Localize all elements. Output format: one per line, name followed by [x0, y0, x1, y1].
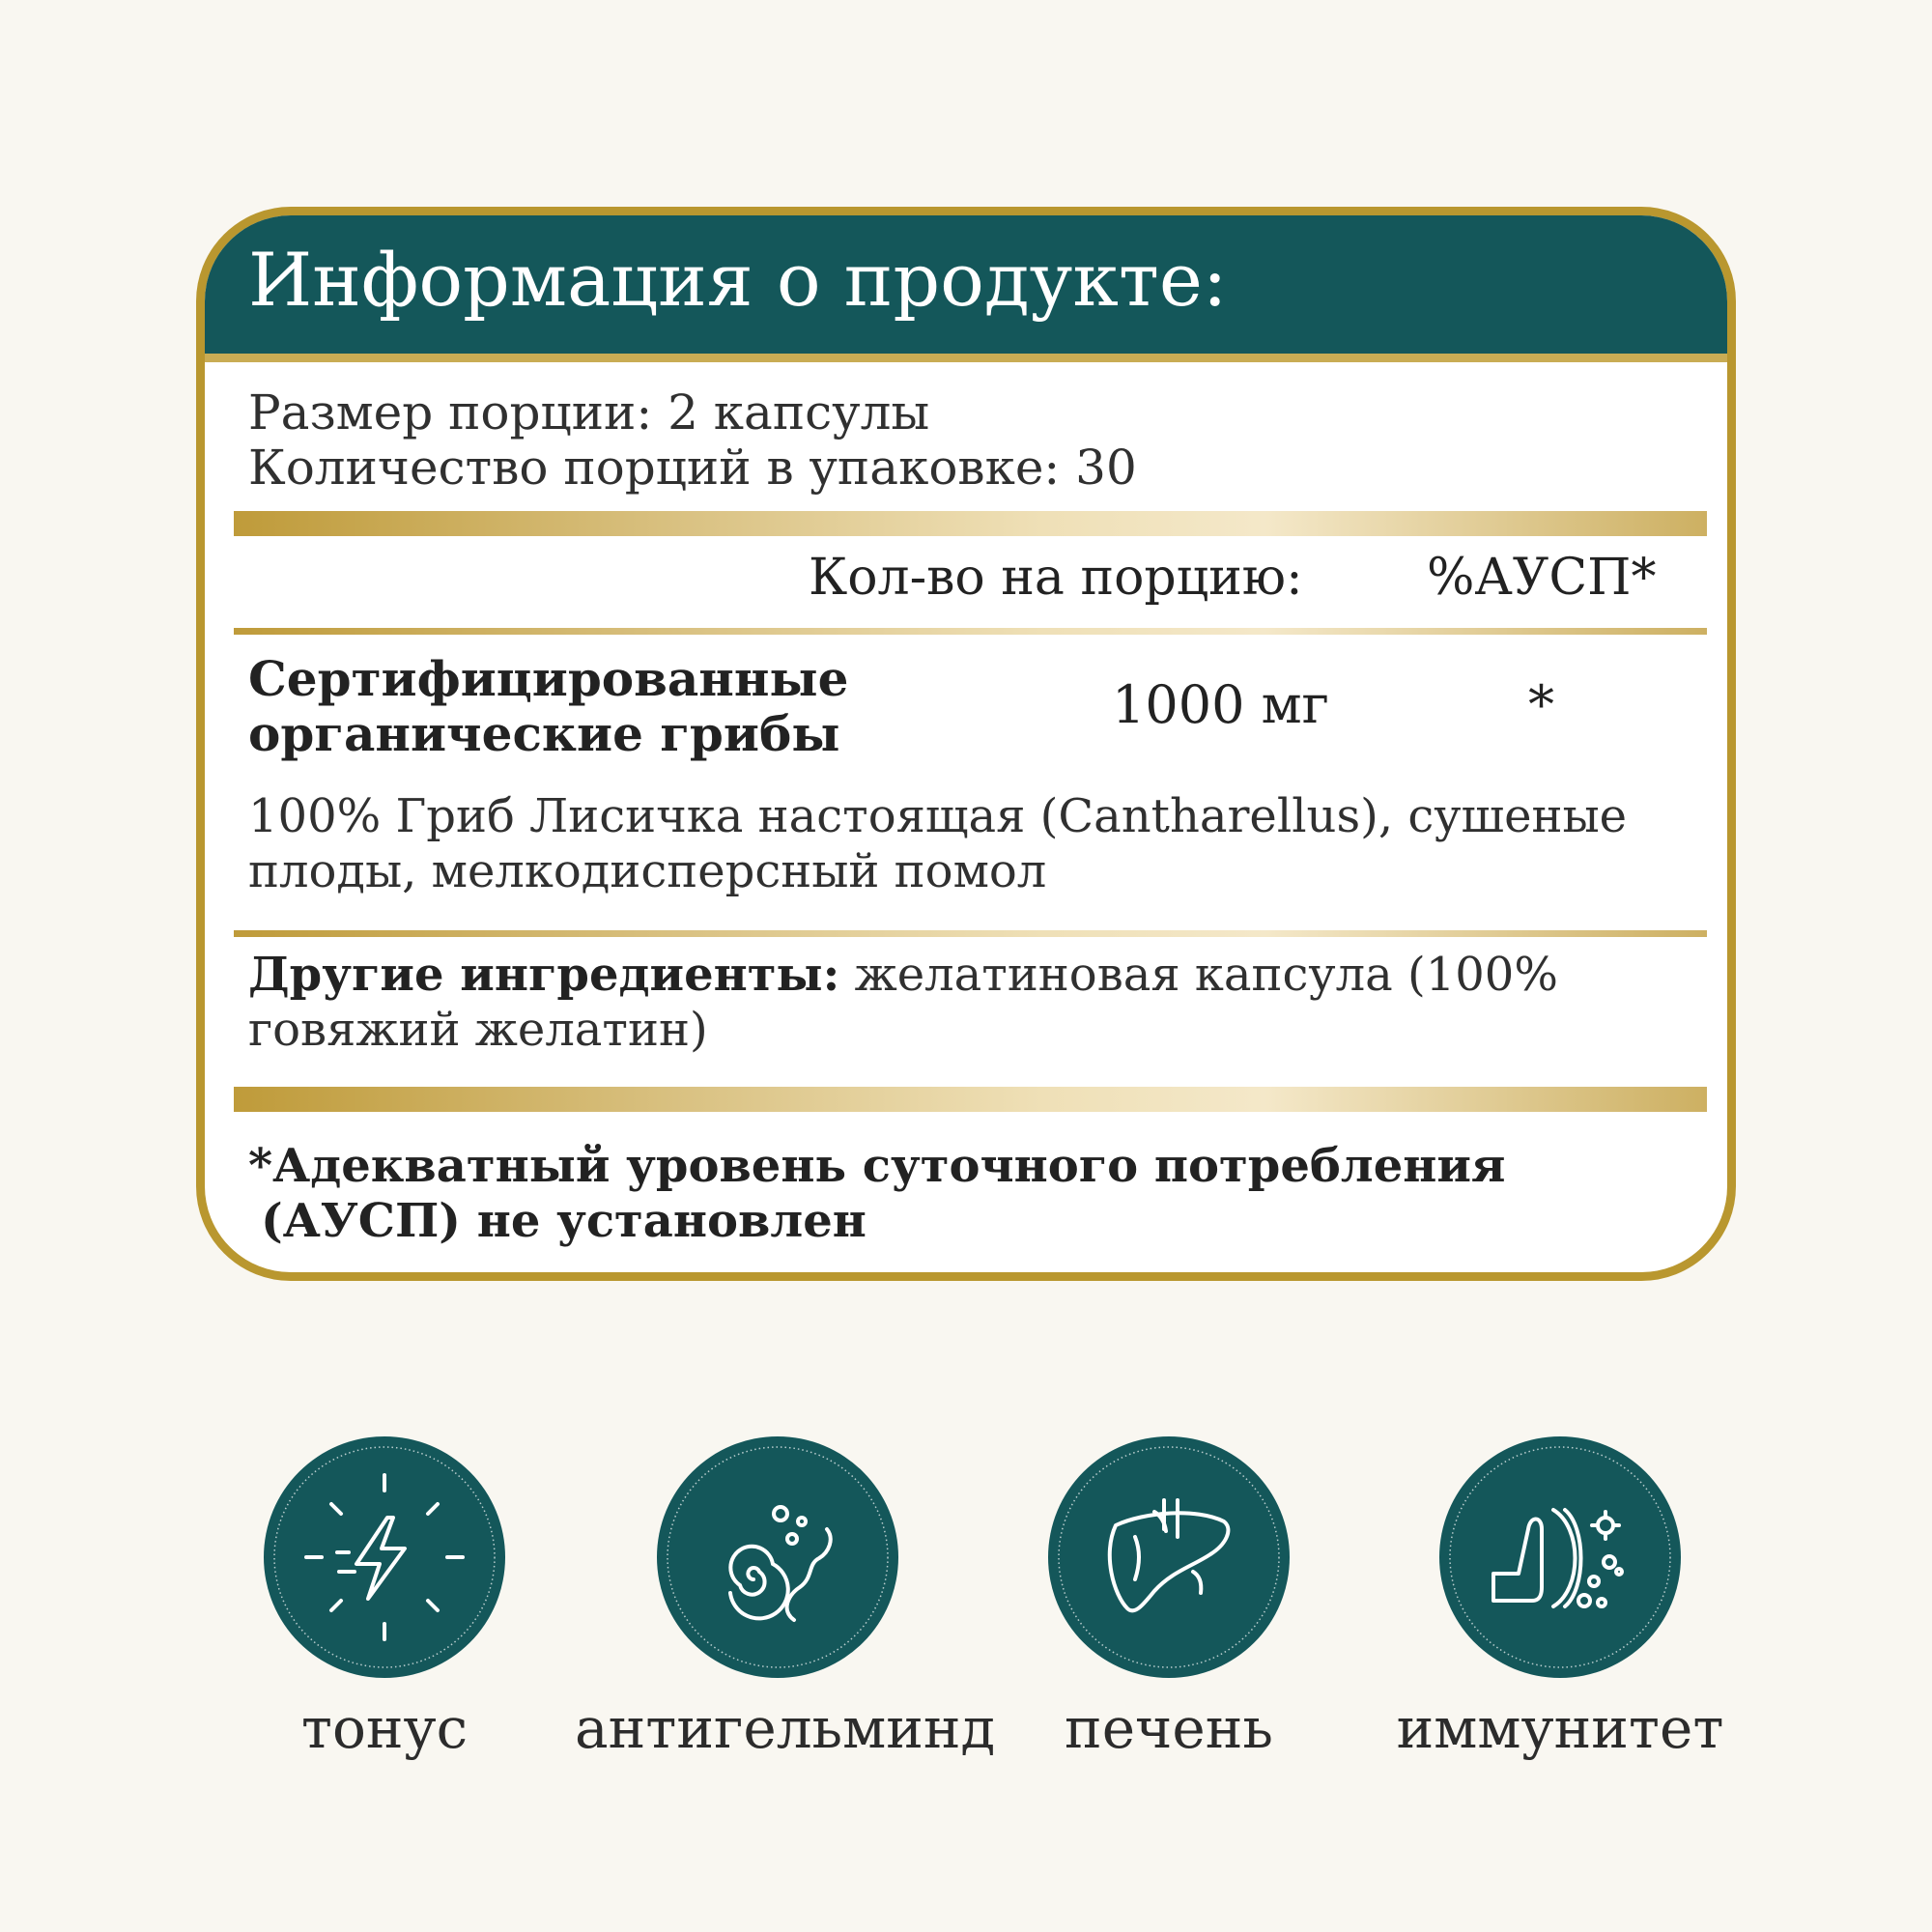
footnote-line1: *Адекватный уровень суточного потребления	[248, 1139, 1506, 1193]
badge-liver	[1048, 1436, 1290, 1678]
column-percent-header: %АУСП*	[1427, 549, 1657, 607]
ingredient-name-line1: Сертифицированные	[248, 650, 849, 707]
badge-label-immunity: иммунитет	[1396, 1695, 1724, 1761]
liver-icon	[1048, 1436, 1290, 1678]
spiral-worm-icon	[657, 1436, 898, 1678]
servings-per-container: Количество порций в упаковке: 30	[248, 440, 1137, 496]
badge-antihelminth	[657, 1436, 898, 1678]
badge-immunity	[1439, 1436, 1681, 1678]
description-line1: 100% Гриб Лисичка настоящая (Cantharellus), сушеные	[248, 789, 1628, 843]
lightning-icon	[264, 1436, 505, 1678]
other-ingredients-line1	[248, 947, 1558, 1003]
serving-size: Размер порции: 2 капсулы	[248, 384, 930, 440]
ingredient-percent: *	[1528, 674, 1554, 735]
badge-label-tonus: тонус	[300, 1695, 469, 1761]
column-amount-header: Кол-во на порцию:	[809, 549, 1303, 607]
description-line2: плоды, мелкодисперсный помол	[248, 844, 1047, 898]
footnote-line2: (АУСП) не установлен	[261, 1194, 867, 1248]
ingredient-amount: 1000 мг	[1112, 674, 1329, 735]
other-ingredients-label: Другие ингредиенты:	[248, 948, 840, 1002]
divider-thick	[234, 511, 1707, 536]
panel-title: Информация о продукте:	[248, 237, 1228, 323]
badge-tonus	[264, 1436, 505, 1678]
ingredient-name-line2: органические грибы	[248, 705, 840, 762]
divider-thick	[234, 1087, 1707, 1112]
divider-thin	[234, 930, 1707, 937]
panel-header	[205, 215, 1727, 362]
other-ingredients-line2: говяжий желатин)	[248, 1003, 708, 1057]
divider-thin	[234, 628, 1707, 635]
product-info-panel	[196, 207, 1736, 1281]
immune-shield-icon	[1439, 1436, 1681, 1678]
other-ingredients-text: желатиновая капсула (100%	[839, 948, 1558, 1002]
badge-label-antihelminth: антигельминд	[575, 1695, 996, 1761]
badge-label-liver: печень	[1065, 1695, 1273, 1761]
